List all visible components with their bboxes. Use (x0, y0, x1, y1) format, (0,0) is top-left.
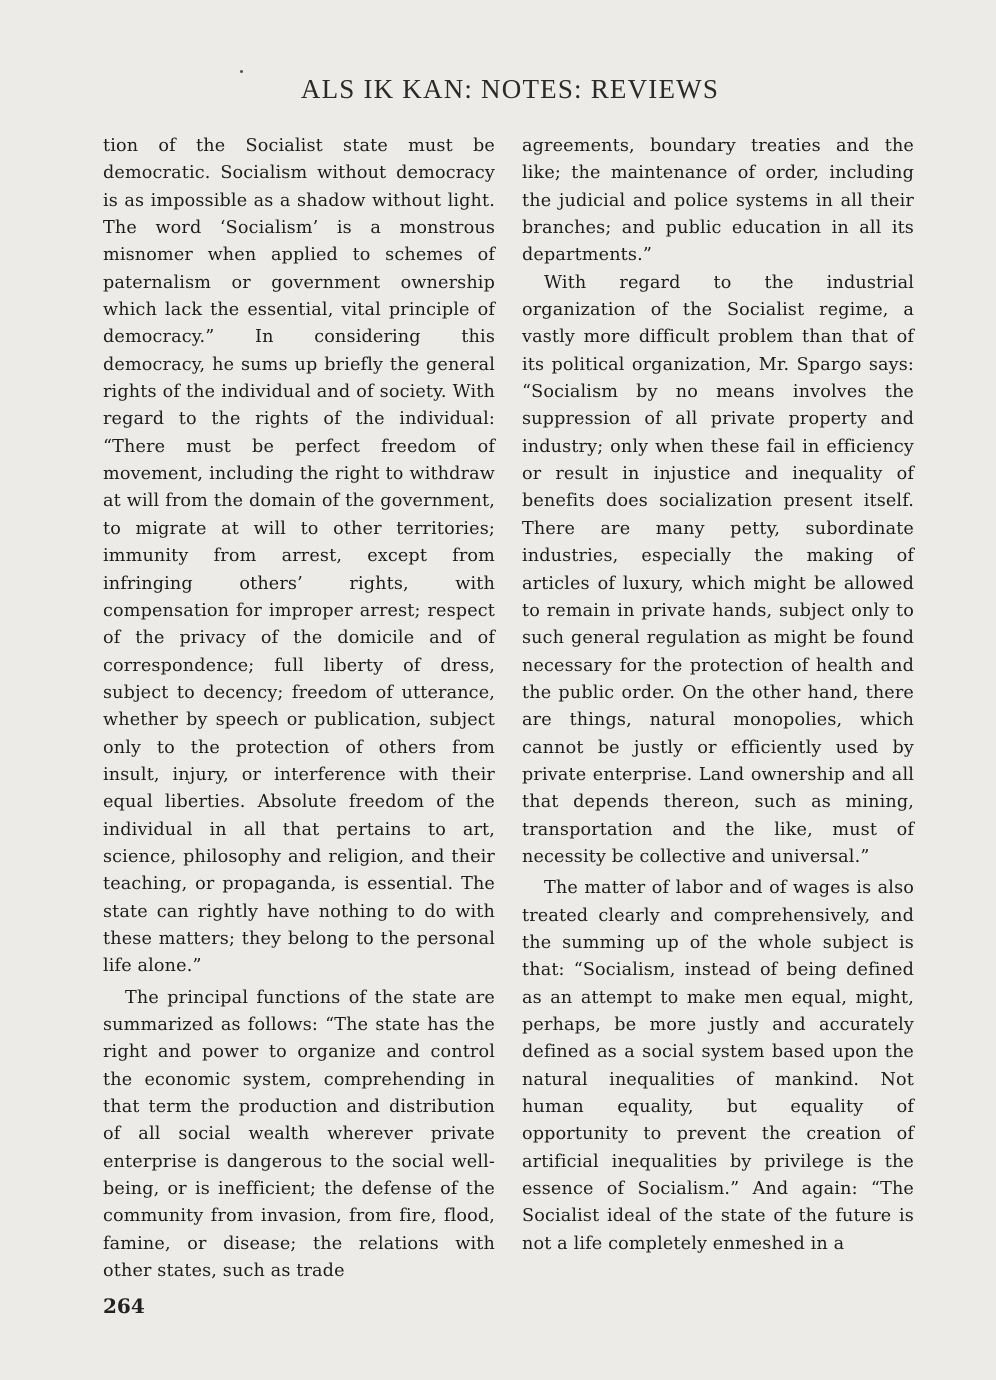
left-paragraph-2: The principal functions of the state are summarized as follows: “The state has the right and power to organize and control the economic system, comprehending in that term the production and distribution of all social wealth wherever private enterprise is dangerous to the social well-being, or is inefficient; the defense of the community from invasion, from fire, flood, famine, or disease; the relations with other states, such as trade (103, 987, 495, 1282)
right-column (522, 133, 914, 1258)
decorative-dot (240, 70, 243, 73)
running-header: ALS IK KAN: NOTES: REVIEWS (300, 74, 720, 104)
page-number: 264 (103, 1294, 145, 1318)
left-paragraph-1: tion of the Socialist state must be democratic. Socialism without democracy is as impossible as a shadow without light. The word ‘Socialism’ is a monstrous misnomer when applied to schemes of paternalism or government ownership which lack the essential, vital principle of democracy.” In considering this democracy, he sums up briefly the general rights of the individual and of society. With regard to the rights of the individual: “There must be perfect freedom of movement, including the right to withdraw at will from the domain of the government, to migrate at will to other territories; immunity from arrest, except from infringing others’ rights, with compensation for improper arrest; respect of the privacy of the domicile and of correspondence; full liberty of dress, subject to decency; freedom of utterance, whether by speech or publication, subject only to the protection of others from insult, injury, or interference with their equal liberties. Absolute freedom of the individual in all that pertains to art, science, philosophy and religion, and their teaching, or propaganda, is essential. The state can rightly have nothing to do with these matters; they belong to the personal life alone.” (103, 136, 495, 977)
right-paragraph-2: With regard to the industrial organization of the Socialist regime, a vastly more difficult problem than that of its political organization, Mr. Spargo says: “Socialism by no means involves the suppression of all private property and industry; only when these fail in efficiency or result in injustice and inequality of benefits does socialization present itself. There are many petty, subordinate industries, especially the making of articles of luxury, which might be allowed to remain in private hands, subject only to such general regulation as might be found necessary for the protection of health and the public order. On the other hand, there are things, natural monopolies, which cannot be justly or efficiently used by private enterprise. Land ownership and all that depends thereon, such as mining, transportation and the like, must of necessity be collective and universal.” (522, 272, 914, 867)
right-paragraph-1: agreements, boundary treaties and the like; the maintenance of order, including the judicial and police systems in all their branches; and public education in all its departments.” (522, 136, 914, 266)
left-column (103, 133, 495, 1285)
right-paragraph-3: The matter of labor and of wages is also treated clearly and comprehensively, and the summing up of the whole subject is that: “Socialism, instead of being defined as an attempt to make men equal, might, perhaps, be more justly and accurately defined as a social system based upon the natural inequalities of mankind. Not human equality, but equality of opportunity to prevent the creation of artificial inequalities by privilege is the essence of Socialism.” And again: “The Socialist ideal of the state of the future is not a life completely enmeshed in a (522, 878, 914, 1254)
